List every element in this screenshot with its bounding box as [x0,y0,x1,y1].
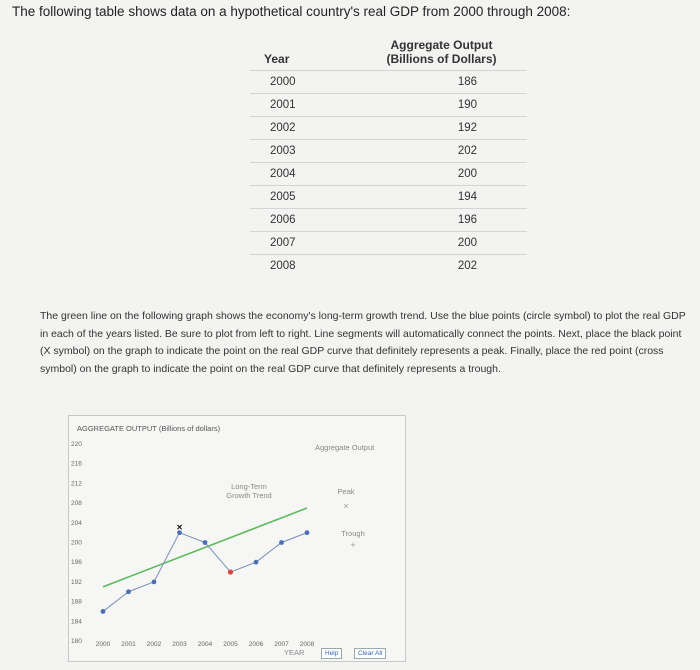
output-cell: 192 [356,117,527,140]
output-cell: 196 [356,209,527,232]
year-cell: 2002 [250,117,356,140]
gdp-table [250,38,527,277]
y-tick-label: 184 [71,618,82,626]
x-tick-label: 2003 [172,641,187,648]
trough-cross-icon[interactable]: + [350,540,356,550]
gdp-point [101,609,106,614]
gdp-point [254,560,259,565]
table-row [250,71,527,94]
year-cell: 2006 [250,209,356,232]
y-tick-label: 212 [71,480,82,488]
y-tick-label: 220 [71,441,82,448]
trough-marker [228,569,233,574]
output-header-line-2: (Billions of Dollars) [386,52,497,66]
y-tick-label: 204 [71,519,82,527]
plot-area[interactable] [101,508,310,614]
x-tick-label: 2006 [248,641,264,648]
table-row [250,140,527,163]
x-tick-label: 2004 [197,641,213,648]
x-tick-label: 2001 [121,641,136,648]
y-tick-label: 208 [71,500,82,508]
graph-panel [68,415,406,662]
trough-label: Trough [341,529,365,538]
y-tick-label: 192 [71,578,82,586]
y-tick-label: 196 [71,559,82,567]
peak-marker: × [176,522,183,534]
intro-text: The following table shows data on a hypothetical country's real GDP from 2000 through 2008: [12,4,571,19]
output-cell: 190 [356,94,527,117]
trend-label-line-2: Growth Trend [226,491,272,500]
gdp-point [305,530,310,535]
y-tick-label: 188 [71,598,82,606]
table-row [250,209,527,232]
year-cell: 2000 [250,71,356,94]
y-axis-title: AGGREGATE OUTPUT (Billions of dollars) [77,424,221,433]
output-cell: 200 [356,163,527,186]
table-row [250,186,527,209]
year-cell: 2003 [250,140,356,163]
output-cell: 200 [356,232,527,255]
gdp-point [152,580,157,585]
y-tick-label: 216 [71,460,82,468]
x-tick-label: 2005 [223,641,238,648]
year-cell: 2007 [250,232,356,255]
year-cell: 2001 [250,94,356,117]
output-cell: 186 [356,71,527,94]
table-row [250,232,527,255]
gdp-graph[interactable] [69,416,405,661]
table-row [250,117,527,140]
gdp-point [203,540,208,545]
instructions-text: The green line on the following graph shows the economy's long-term growth trend. Use the blue points (circle symbol) to plot the real GDP in each of the years listed. Be sure to plot from left to right. Line segments will automatically connect the points. Next, place the black point (X symbol) on the graph to indicate the point on the real GDP curve that definitely represents a peak. Finally, place the red point (cross symbol) on the graph to indicate the point on the real GDP curve that definitely represents a trough. [40,310,686,375]
x-tick-label: 2007 [274,641,289,648]
year-cell: 2008 [250,255,356,278]
gdp-point [126,589,131,594]
table-row [250,255,527,278]
output-column-header [356,38,527,71]
x-tick-label: 2002 [146,641,162,648]
x-tick-label: 2008 [299,641,315,648]
output-cell: 194 [356,186,527,209]
year-column-header: Year [264,52,290,66]
trend-line [103,508,307,587]
x-tick-label: 2000 [95,641,111,648]
legend-title: Aggregate Output [315,443,375,452]
clear-all-button[interactable]: Clear All [354,648,386,659]
output-cell: 202 [356,255,527,278]
gdp-point [279,540,284,545]
table-row [250,163,527,186]
year-cell: 2005 [250,186,356,209]
x-axis-title: YEAR [284,648,305,657]
output-header-line-1: Aggregate Output [390,38,493,52]
output-cell: 202 [356,140,527,163]
y-axis-ticks [71,441,82,645]
table-row [250,94,527,117]
peak-x-icon[interactable]: × [343,501,349,511]
y-tick-label: 200 [71,539,82,547]
trend-label-line-1: Long-Term [231,482,267,491]
year-cell: 2004 [250,163,356,186]
help-button[interactable]: Help [321,648,342,659]
peak-label: Peak [337,487,355,496]
x-axis-ticks [96,641,315,648]
y-tick-label: 180 [71,638,82,645]
